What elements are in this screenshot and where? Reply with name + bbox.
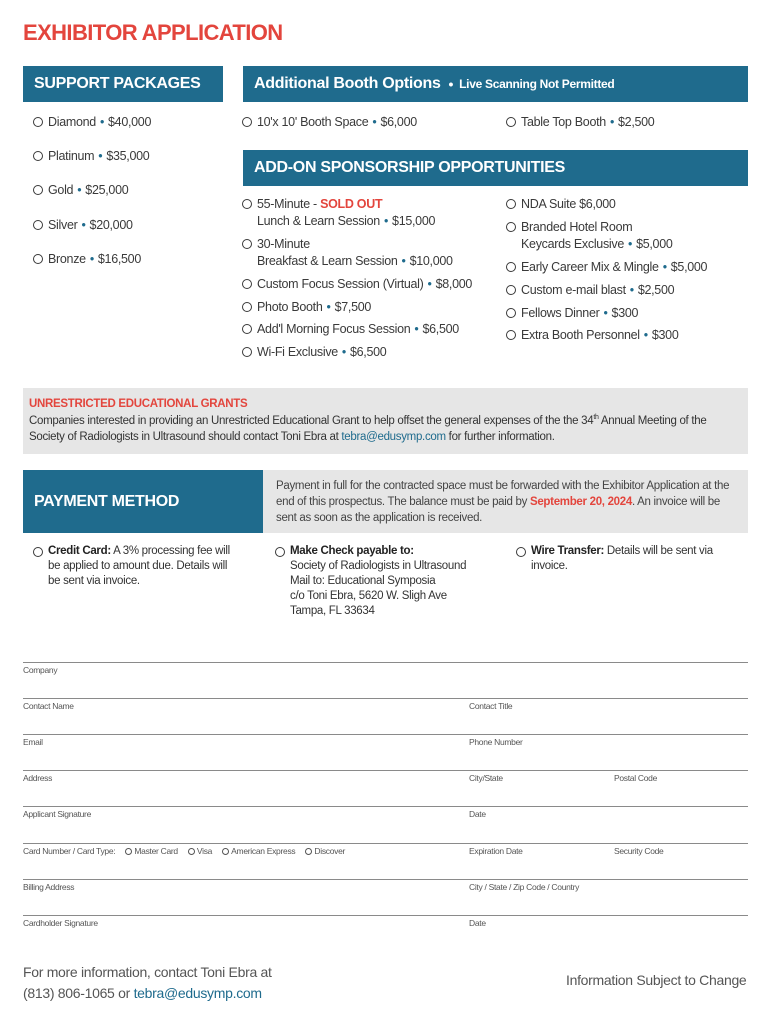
radio-icon[interactable]: [242, 117, 252, 127]
sold-out-label: SOLD OUT: [320, 197, 383, 211]
payment-method-header: [23, 470, 263, 533]
date-field[interactable]: Date: [469, 809, 486, 819]
city-state-field[interactable]: City/State: [469, 773, 503, 783]
early-career-option[interactable]: Early Career Mix & Mingle • $5,000: [506, 259, 707, 276]
radio-icon[interactable]: [242, 347, 252, 357]
credit-card-option[interactable]: Credit Card: A 3% processing fee will be applied to amount due. Details will be sent via invoice.: [33, 544, 233, 589]
form-divider: [23, 879, 748, 880]
footer-disclaimer: Information Subject to Change: [566, 972, 747, 988]
booth-options-title: Additional Booth Options: [254, 75, 441, 92]
grants-title: UNRESTRICTED EDUCATIONAL GRANTS: [29, 398, 248, 410]
addon-sponsorship-title: ADD-ON SPONSORSHIP OPPORTUNITIES: [254, 159, 566, 176]
postal-code-field[interactable]: Postal Code: [614, 773, 658, 783]
wifi-option[interactable]: Wi-Fi Exclusive • $6,500: [242, 344, 386, 361]
radio-icon[interactable]: [506, 222, 516, 232]
extra-personnel-option[interactable]: Extra Booth Personnel • $300: [506, 327, 678, 344]
radio-icon[interactable]: [516, 547, 526, 557]
radio-icon[interactable]: [33, 547, 43, 557]
contact-name-field[interactable]: Contact Name: [23, 701, 74, 711]
radio-icon[interactable]: [222, 848, 229, 855]
fellows-dinner-option[interactable]: Fellows Dinner • $300: [506, 305, 638, 322]
cardholder-signature-field[interactable]: Cardholder Signature: [23, 918, 98, 928]
form-divider: [23, 770, 748, 771]
security-code-field[interactable]: Security Code: [614, 846, 664, 856]
contact-title-field[interactable]: Contact Title: [469, 701, 513, 711]
custom-focus-option[interactable]: Custom Focus Session (Virtual) • $8,000: [242, 276, 472, 293]
booth-options-subtitle: Live Scanning Not Permitted: [459, 77, 615, 91]
radio-icon[interactable]: [33, 151, 43, 161]
radio-icon[interactable]: [506, 199, 516, 209]
payment-method-title: PAYMENT METHOD: [34, 492, 180, 510]
card-number-field[interactable]: Card Number / Card Type: Master Card Visa American Express Discover: [23, 846, 346, 856]
platinum-option[interactable]: Platinum • $35,000: [33, 148, 149, 165]
email-blast-option[interactable]: Custom e-mail blast • $2,500: [506, 282, 674, 299]
expiration-date-field[interactable]: Expiration Date: [469, 846, 523, 856]
silver-option[interactable]: Silver • $20,000: [33, 217, 133, 234]
diamond-option[interactable]: Diamond • $40,000: [33, 114, 151, 131]
form-divider: [23, 698, 748, 699]
check-option[interactable]: Make Check payable to: Society of Radiologists in Ultrasound Mail to: Educational Symposia c/o Toni Ebra, 5620 W. Sligh Ave Tampa, FL 33634: [275, 544, 495, 619]
radio-icon[interactable]: [242, 302, 252, 312]
educational-grants-box: [23, 388, 748, 454]
city-zip-field[interactable]: City / State / Zip Code / Country: [469, 882, 580, 892]
grants-body: Companies interested in providing an Unrestricted Educational Grant to help offset the general expenses of the the 34th Annual Meeting of the Society of Radiologists in Ultrasound should contact Toni Ebra at tebra@edusymp.com for further information.: [29, 414, 707, 443]
applicant-signature-field[interactable]: Applicant Signature: [23, 809, 92, 819]
phone-field[interactable]: Phone Number: [469, 737, 523, 747]
date-field-2[interactable]: Date: [469, 918, 486, 928]
radio-icon[interactable]: [33, 254, 43, 264]
form-divider: [23, 734, 748, 735]
page-title: EXHIBITOR APPLICATION: [23, 20, 283, 45]
radio-icon[interactable]: [506, 308, 516, 318]
radio-icon[interactable]: [125, 848, 132, 855]
hotel-keycards-option[interactable]: Branded Hotel Room Keycards Exclusive • $5,000: [506, 219, 673, 253]
radio-icon[interactable]: [242, 199, 252, 209]
radio-icon[interactable]: [305, 848, 312, 855]
radio-icon[interactable]: [188, 848, 195, 855]
support-packages-header: [23, 66, 223, 102]
radio-icon[interactable]: [506, 117, 516, 127]
booth-space-option[interactable]: 10'x 10' Booth Space • $6,000: [242, 114, 417, 131]
radio-icon[interactable]: [33, 185, 43, 195]
form-divider: [23, 915, 748, 916]
footer-email-link[interactable]: tebra@edusymp.com: [133, 985, 262, 1001]
photo-booth-option[interactable]: Photo Booth • $7,500: [242, 299, 371, 316]
addon-sponsorship-header: [243, 150, 748, 186]
lunch-learn-option[interactable]: 55-Minute - SOLD OUT Lunch & Learn Session • $15,000: [242, 196, 435, 230]
address-field[interactable]: Address: [23, 773, 53, 783]
wire-transfer-option[interactable]: Wire Transfer: Details will be sent via invoice.: [516, 544, 716, 574]
gold-option[interactable]: Gold • $25,000: [33, 182, 128, 199]
radio-icon[interactable]: [33, 117, 43, 127]
grants-email-link[interactable]: tebra@edusymp.com: [341, 430, 446, 443]
radio-icon[interactable]: [506, 285, 516, 295]
radio-icon[interactable]: [242, 239, 252, 249]
radio-icon[interactable]: [506, 262, 516, 272]
nda-suite-option[interactable]: NDA Suite $6,000: [506, 196, 616, 213]
table-top-option[interactable]: Table Top Booth • $2,500: [506, 114, 654, 131]
form-divider: [23, 806, 748, 807]
radio-icon[interactable]: [275, 547, 285, 557]
payment-deadline: September 20, 2024: [529, 496, 632, 508]
breakfast-learn-option[interactable]: 30-Minute Breakfast & Learn Session • $10,000: [242, 236, 453, 270]
radio-icon[interactable]: [33, 220, 43, 230]
radio-icon[interactable]: [242, 279, 252, 289]
bronze-option[interactable]: Bronze • $16,500: [33, 251, 141, 268]
radio-icon[interactable]: [242, 324, 252, 334]
form-divider: [23, 662, 748, 663]
morning-focus-option[interactable]: Add'l Morning Focus Session • $6,500: [242, 321, 459, 338]
email-field[interactable]: Email: [23, 737, 43, 747]
form-divider: [23, 843, 748, 844]
company-field[interactable]: Company: [23, 665, 58, 675]
support-packages-title: SUPPORT PACKAGES: [34, 75, 201, 92]
radio-icon[interactable]: [506, 330, 516, 340]
payment-terms: Payment in full for the contracted space must be forwarded with the Exhibitor Application at the end of this prospectus. The balance must be paid by September 20, 2024. An invoice will be sent as soon as the application is received.: [276, 480, 730, 524]
billing-address-field[interactable]: Billing Address: [23, 882, 75, 892]
bullet-dot: •: [448, 76, 454, 92]
booth-options-header: [243, 66, 748, 102]
footer-contact: For more information, contact Toni Ebra at (813) 806-1065 or tebra@edusymp.com: [23, 964, 272, 1001]
